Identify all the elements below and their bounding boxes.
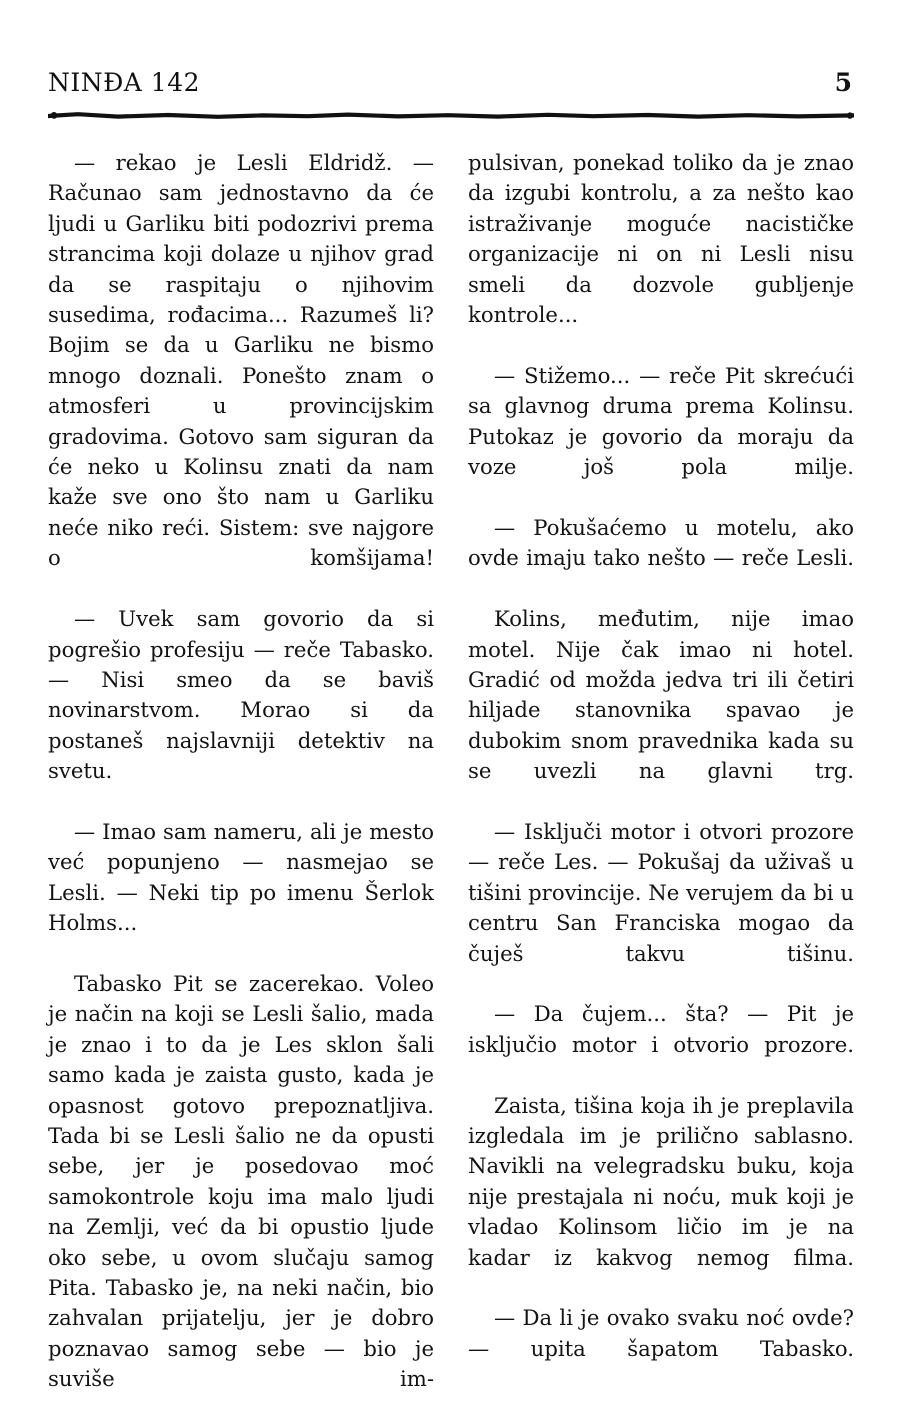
paragraph: — rekao je Lesli Eldridž. — Računao sam jednostavno da će ljudi u Garliku biti podozrivi prema strancima koji dolaze u njihov grad da se raspitaju o njihovim susedima, rođacima... Razumeš li? Bojim se da u Garliku ne bismo mnogo doznali. Ponešto znam o atmosferi u provincijskim gradovima. Gotovo sam siguran da će neko u Kolinsu znati da nam kaže sve ono što nam u Garliku neće niko reći. Sistem: sve najgore o komšijama! [48,150,434,571]
paragraph: Tabasko Pit se zacerekao. Voleo je način na koji se Lesli šalio, mada je znao i to da je Les sklon šali samo kada je zaista gusto, kada je opasnost gotovo prepoznatljiva. Tada bi se Lesli šalio ne da opusti sebe, jer je posedovao moć samokontrole koju ima malo ljudi na Zemlji, već da bi opustio ljude oko sebe, u ovom slučaju samog Pita. Tabasko je, na neki način, bio zahvalan prijatelju, jer je dobro poznavao samog sebe — bio je suviše im- [48,970,434,1392]
paragraph: — Isključi motor i otvori prozore — reče Les. — Pokušaj da uživaš u tišini provincije. Ne verujem da bi u centru San Franciska mogao da čuješ takvu tišinu. [468,818,854,966]
paragraph: — Da čujem... šta? — Pit je isključio motor i otvorio prozore. [468,1001,854,1057]
text-columns [48,148,854,1425]
header-divider-rule [48,112,854,119]
paragraph: Kolins, međutim, nije imao motel. Nije čak imao ni hotel. Gradić od možda jedva tri ili četiri hiljade stanovnika spavao je dubokim snom pravednika kada su se uvezli na glavni trg. [468,606,854,784]
left-column [48,148,434,1425]
book-title: NINĐA 142 [48,68,201,97]
paragraph: — Imao sam nameru, ali je mesto već popunjeno — nasmejao se Lesli. — Neki tip po imenu Šerlok Holms... [48,818,434,936]
paragraph: — Stižemo... — reče Pit skrećući sa glavnog druma prema Kolinsu. Putokaz je govorio da moraju da voze još pola milje. [468,362,854,480]
page-header [48,68,852,97]
paragraph: pulsivan, ponekad toliko da je znao da izgubi kontrolu, a za nešto kao istraživanje moguće nacističke organizacije ni on ni Lesli nisu smeli da dozvole gubljenje kontrole... [468,150,854,328]
right-column [468,148,854,1425]
paragraph: — Pokušaćemo u motelu, ako ovde imaju tako nešto — reče Lesli. [468,514,854,571]
paragraph: — Uvek sam govorio da si pogrešio profesiju — reče Tabasko. — Nisi smeo da se baviš novinarstvom. Morao si da postaneš najslavniji detektiv na svetu. [48,606,434,784]
paragraph: Zaista, tišina koja ih je preplavila izgledala im je prilično sablasno. Navikli na velegradsku buku, koja nije prestajala ni noću, muk koji je vladao Kolinsom ličio im je na kadar iz kakvog nemog filma. [468,1092,854,1270]
paragraph: — Da li je ovako svaku noć ovde? — upita šapatom Tabasko. [468,1305,854,1361]
page-number: 5 [834,68,852,97]
